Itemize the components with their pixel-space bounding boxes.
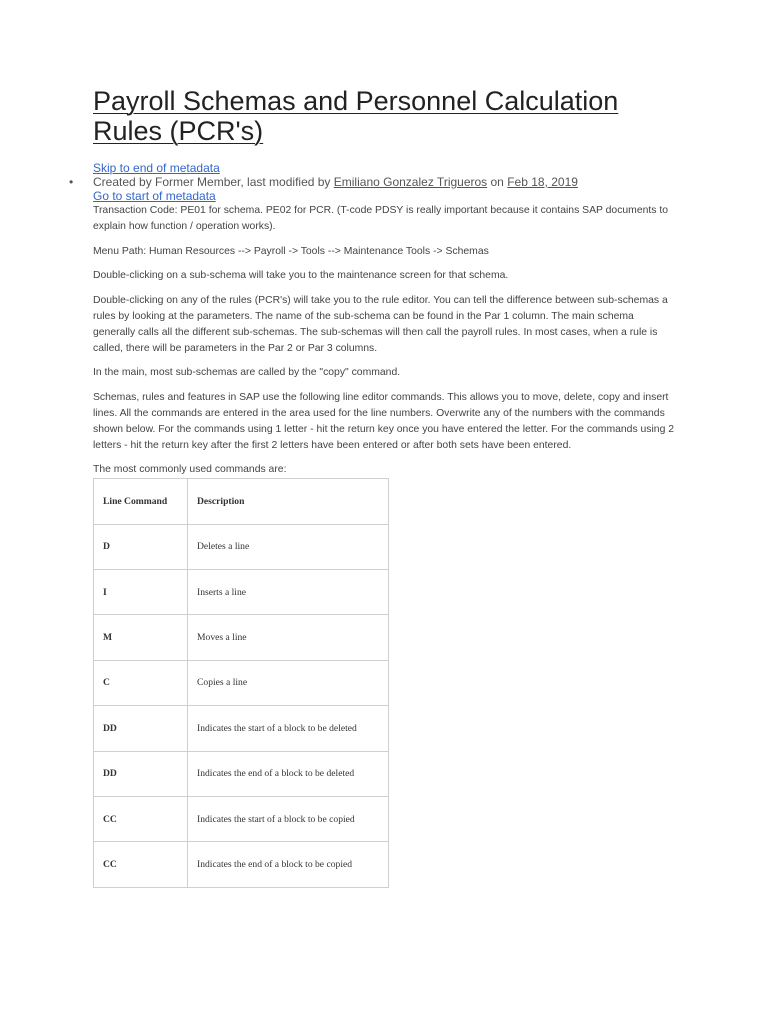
command-cell: DD xyxy=(94,751,188,796)
modified-by-user-link[interactable]: Emiliano Gonzalez Trigueros xyxy=(333,175,488,189)
table-header-row xyxy=(94,479,389,524)
paragraph-sub-schema: Double-clicking on a sub-schema will take you to the maintenance screen for that schema. xyxy=(93,270,509,282)
go-to-start-of-metadata-link[interactable]: Go to start of metadata xyxy=(93,189,216,203)
command-cell: I xyxy=(94,569,188,614)
page-metadata xyxy=(69,175,678,189)
header-description: Description xyxy=(188,479,389,524)
table-row xyxy=(94,660,389,705)
commands-table xyxy=(93,478,389,888)
command-cell: M xyxy=(94,615,188,660)
paragraph-copy-command: In the main, most sub-schemas are called by the "copy" command. xyxy=(93,367,401,379)
table-row xyxy=(94,524,389,569)
header-line-command: Line Command xyxy=(94,479,188,524)
table-row xyxy=(94,751,389,796)
description-cell: Indicates the start of a block to be copied xyxy=(188,796,389,841)
paragraph-menu-path: Menu Path: Human Resources --> Payroll -> Tools --> Maintenance Tools -> Schemas xyxy=(93,245,489,257)
table-row xyxy=(94,796,389,841)
skip-to-end-of-metadata-link[interactable]: Skip to end of metadata xyxy=(93,161,220,175)
command-cell: C xyxy=(94,660,188,705)
description-cell: Inserts a line xyxy=(188,569,389,614)
paragraph-line-editor: Schemas, rules and features in SAP use the following line editor commands. This allows you to move, delete, copy and insert lines. All the commands are entered in the area used for the line numbers. Overwrite any of the numbers with the commands shown below. For the commands using 1 letter - hit the return key once you have entered the letter. For the commands using 2 letters - hit the return key after the first 2 letters have been entered or after both sets have been entered. xyxy=(93,392,675,451)
paragraph-rules: Double-clicking on any of the rules (PCR's) will take you to the rule editor. You can tell the difference between sub-schemas a rules by looking at the parameters. The name of the sub-schema can be found in the Par 1 column. The main schema generally calls all the different sub-schemas. The sub-schemas will then call the payroll rules. In most cases, when a rule is called, there will be parameters in the Par 2 or Par 3 columns. xyxy=(93,295,668,354)
description-cell: Copies a line xyxy=(188,660,389,705)
command-cell: DD xyxy=(94,706,188,751)
command-cell: CC xyxy=(94,842,188,887)
description-cell: Indicates the end of a block to be copied xyxy=(188,842,389,887)
description-cell: Moves a line xyxy=(188,615,389,660)
page-title: Payroll Schemas and Personnel Calculation Rules (PCR's) xyxy=(93,86,619,146)
table-row xyxy=(94,842,389,887)
table-row xyxy=(94,706,389,751)
page-content xyxy=(69,86,678,888)
on-word: on xyxy=(487,175,508,189)
created-by-text: Created by Former Member, last modified by xyxy=(93,175,334,189)
paragraph-commands-intro: The most commonly used commands are: xyxy=(93,464,287,476)
description-cell: Indicates the end of a block to be deleted xyxy=(188,751,389,796)
bullet-icon: • xyxy=(69,175,74,189)
paragraph-transaction-code: Transaction Code: PE01 for schema. PE02 for PCR. (T-code PDSY is really important because it contains SAP documents to explain how function / operation works). xyxy=(93,205,669,232)
table-row xyxy=(94,615,389,660)
table-row xyxy=(94,569,389,614)
description-cell: Deletes a line xyxy=(188,524,389,569)
description-cell: Indicates the start of a block to be deleted xyxy=(188,706,389,751)
command-cell: D xyxy=(94,524,188,569)
command-cell: CC xyxy=(94,796,188,841)
modified-date-link[interactable]: Feb 18, 2019 xyxy=(507,175,578,189)
